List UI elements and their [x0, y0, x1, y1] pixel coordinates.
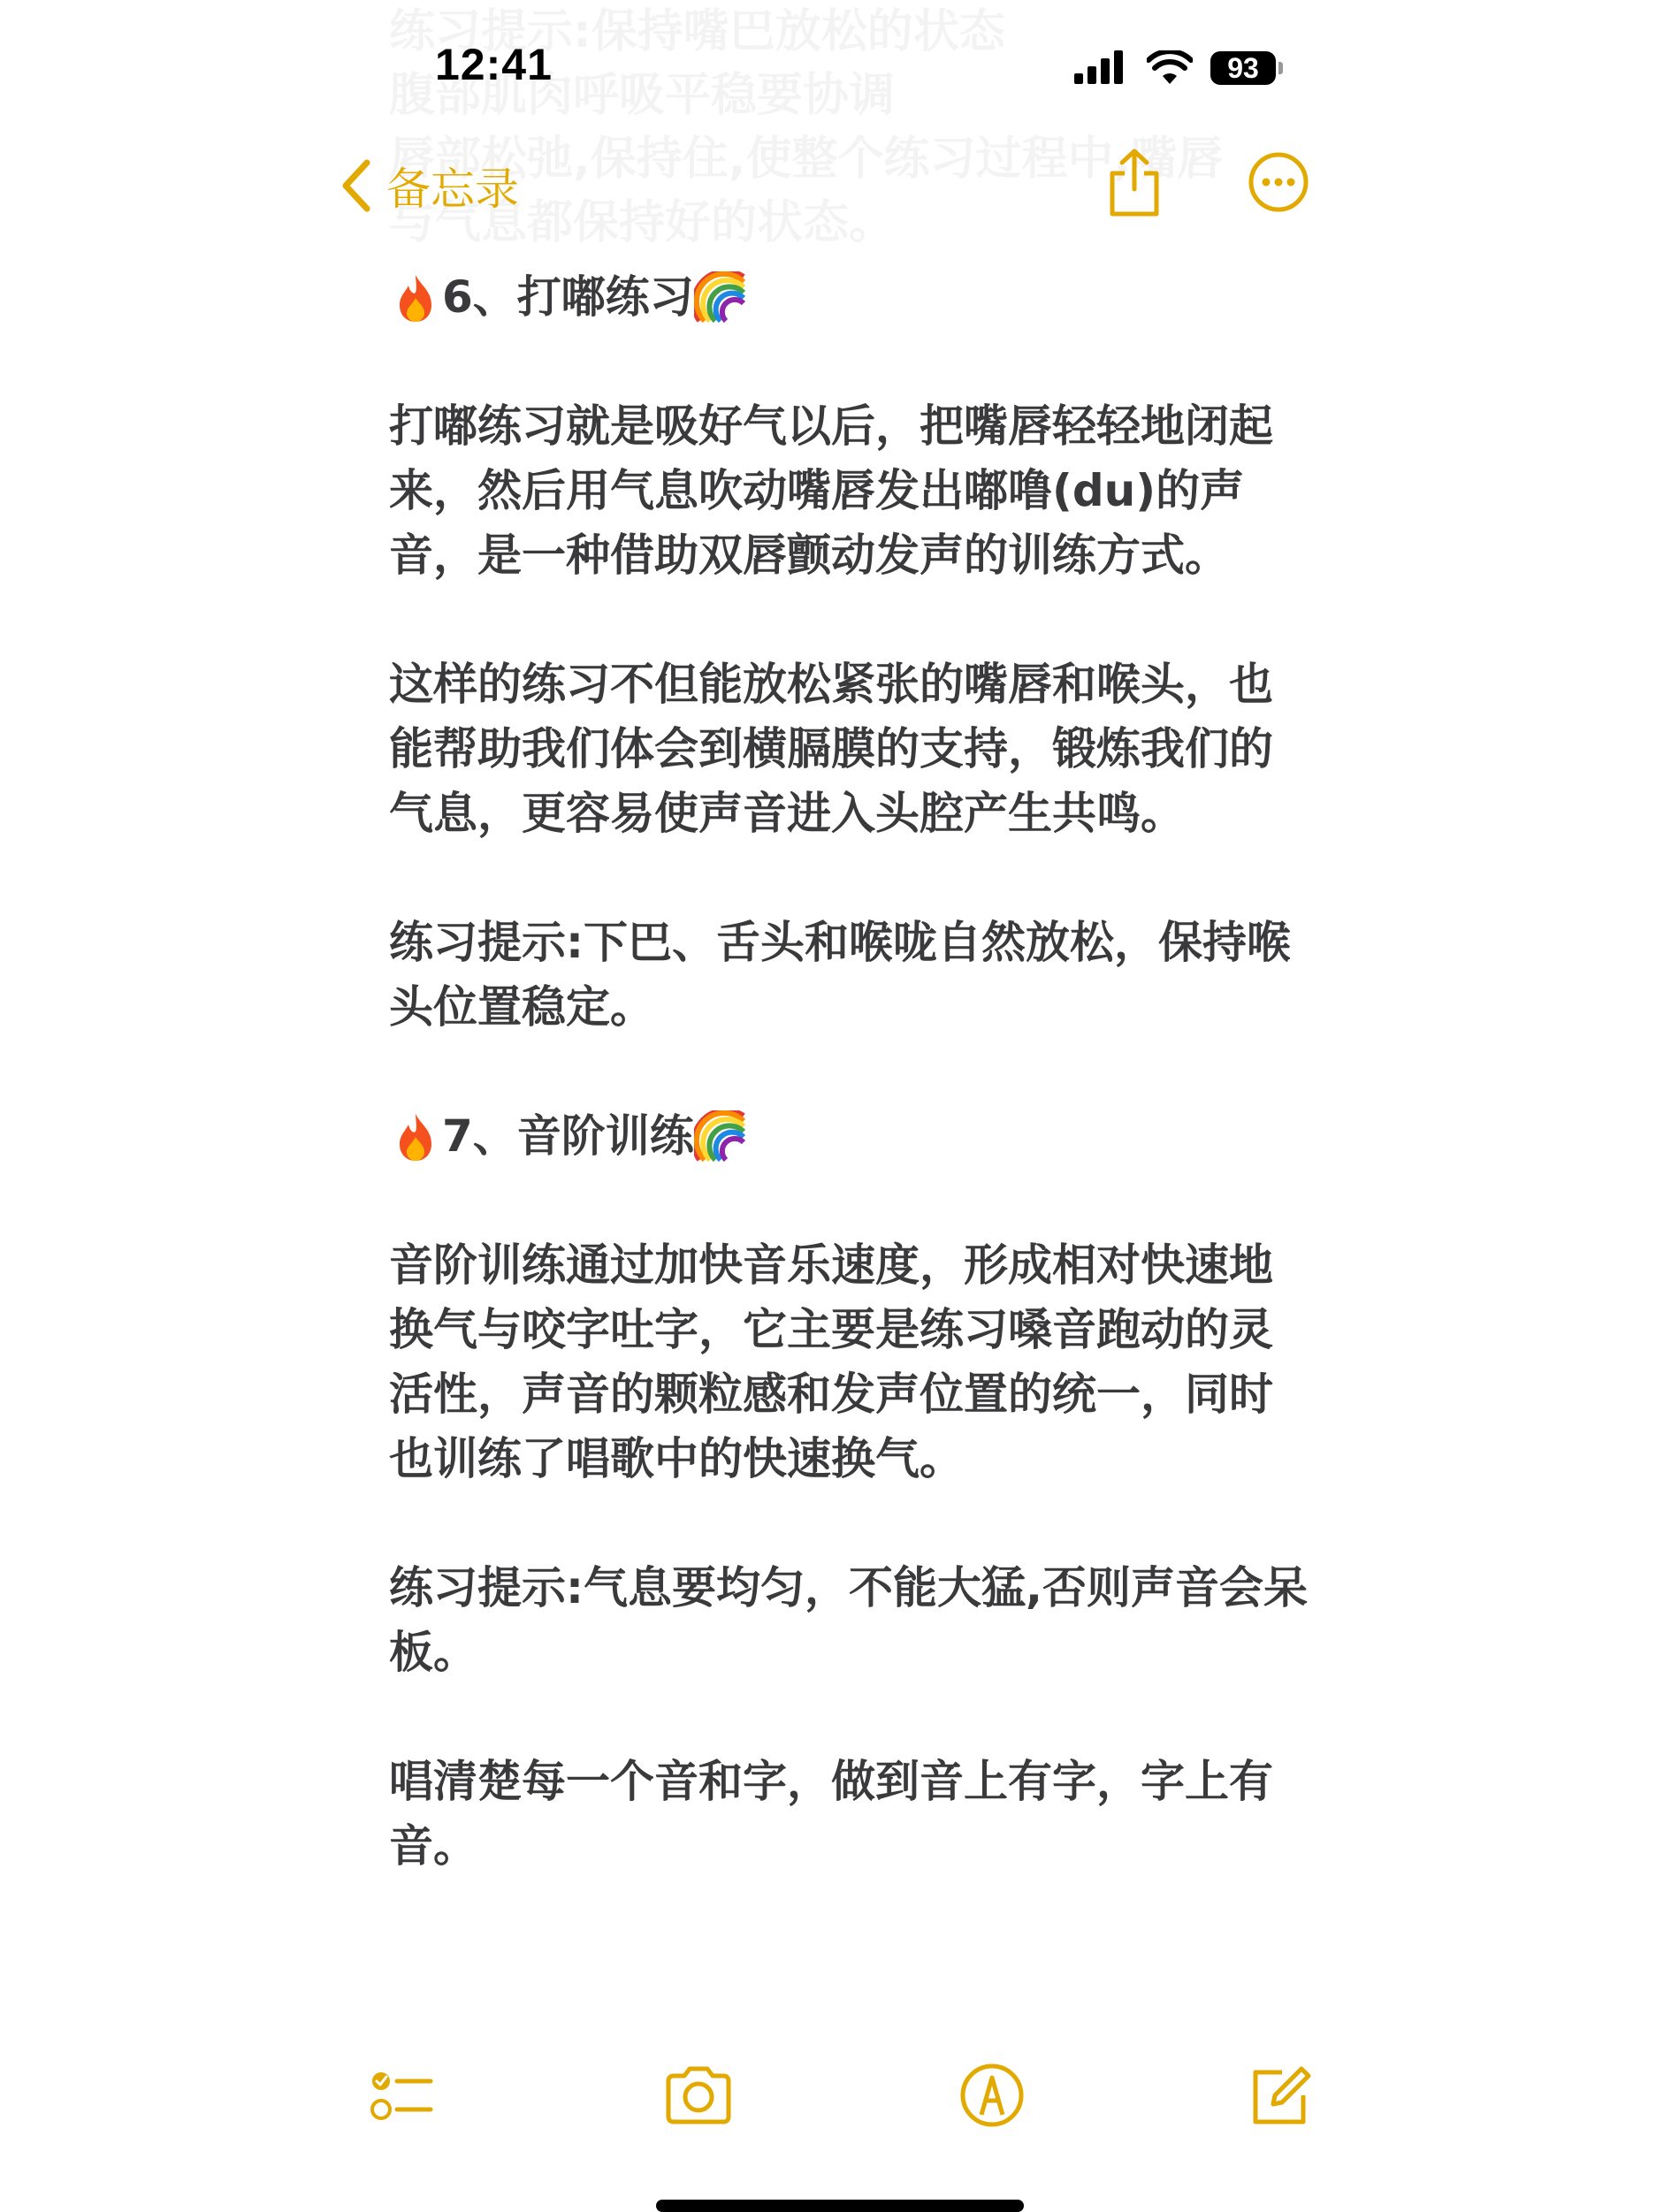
paragraph: 这样的练习不但能放松紧张的嘴唇和喉头，也能帮助我们体会到横膈膜的支持，锻炼我们的气息，更容易使声音进入头腔产生共鸣。 — [389, 659, 1273, 839]
tip-paragraph: 练习提示:下巴、舌头和喉咙自然放松，保持喉头位置稳定。 — [389, 917, 1291, 1033]
paragraph: 唱清楚每一个音和字，做到音上有字，字上有音。 — [389, 1756, 1273, 1872]
section6-title: 6、打嘟练习 — [442, 271, 694, 323]
wifi-icon — [1147, 50, 1193, 86]
back-button[interactable] — [340, 150, 519, 221]
more-options-icon[interactable] — [1247, 150, 1310, 214]
note-body[interactable] — [389, 265, 1309, 1879]
section-heading — [389, 1104, 1309, 1169]
markup-icon[interactable] — [957, 2060, 1027, 2131]
paragraph: 打嘟练习就是吸好气以后，把嘴唇轻轻地闭起来，然后用气息吹动嘴唇发出嘟噜(du)的声音，是一种借助双唇颤动发声的训练方式。 — [389, 400, 1273, 581]
back-label: 备忘录 — [386, 164, 519, 215]
camera-icon[interactable] — [663, 2060, 734, 2131]
status-time: 12:41 — [435, 40, 553, 89]
checklist-icon[interactable] — [367, 2060, 438, 2131]
fire-emoji-icon — [389, 271, 442, 324]
nav-bar — [0, 133, 1679, 239]
rainbow-emoji-icon — [694, 271, 747, 324]
chevron-left-icon — [340, 157, 372, 214]
battery-indicator — [1210, 51, 1276, 85]
share-icon[interactable] — [1103, 147, 1165, 217]
home-indicator[interactable] — [656, 2200, 1024, 2212]
battery-cap — [1278, 62, 1283, 74]
rainbow-emoji-icon — [694, 1110, 747, 1163]
bottom-toolbar — [0, 2051, 1679, 2140]
cellular-signal-icon — [1074, 50, 1129, 86]
section7-title: 7、音阶训练 — [442, 1110, 694, 1162]
status-icons — [1074, 46, 1276, 90]
tip-paragraph: 练习提示:气息要均匀，不能大猛,否则声音会呆板。 — [389, 1562, 1308, 1678]
fire-emoji-icon — [389, 1110, 442, 1163]
section-heading — [389, 265, 1309, 330]
battery-level: 93 — [1227, 52, 1259, 84]
compose-icon[interactable] — [1245, 2060, 1316, 2131]
paragraph: 音阶训练通过加快音乐速度，形成相对快速地换气与咬字吐字，它主要是练习嗓音跑动的灵活性，声音的颗粒感和发声位置的统一，同时也训练了唱歌中的快速换气。 — [389, 1239, 1273, 1484]
status-bar — [0, 0, 1679, 133]
